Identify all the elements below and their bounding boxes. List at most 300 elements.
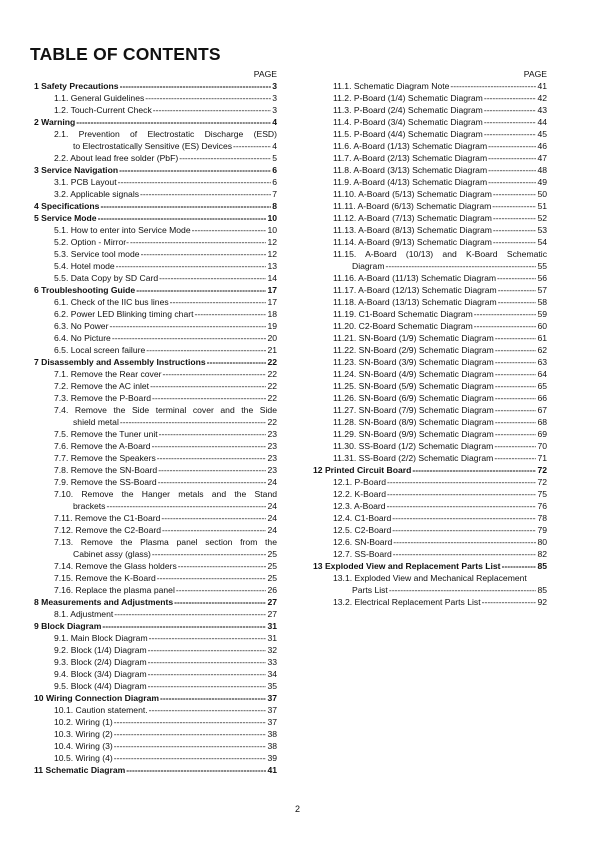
page-column-header: PAGE bbox=[523, 69, 547, 79]
dot-leader bbox=[482, 596, 537, 608]
toc-subsection-entry[interactable] bbox=[34, 728, 277, 740]
page-column-header: PAGE bbox=[253, 69, 277, 79]
toc-entry-page: 26 bbox=[267, 585, 277, 595]
toc-entry-page: 72 bbox=[537, 477, 547, 487]
dot-leader bbox=[502, 560, 537, 572]
toc-entry-page: 8 bbox=[272, 201, 277, 211]
toc-subsection-entry[interactable] bbox=[313, 104, 547, 116]
toc-subsection-entry[interactable] bbox=[34, 740, 277, 752]
dot-leader bbox=[141, 248, 267, 260]
toc-subsection-entry[interactable] bbox=[313, 320, 547, 332]
toc-subsection-entry[interactable] bbox=[34, 368, 277, 380]
dot-leader bbox=[152, 392, 266, 404]
toc-entry-label: 7.1. Remove the Rear cover bbox=[54, 369, 162, 379]
toc-entry-page: 17 bbox=[267, 285, 277, 295]
dot-leader bbox=[493, 212, 537, 224]
dot-leader bbox=[149, 704, 267, 716]
toc-subsection-entry[interactable] bbox=[34, 476, 277, 488]
toc-subsection-entry[interactable] bbox=[313, 488, 547, 500]
toc-section-entry[interactable] bbox=[34, 80, 277, 92]
toc-subsection-entry[interactable] bbox=[34, 188, 277, 200]
toc-entry-label: 12.1. P-Board bbox=[333, 477, 387, 487]
toc-entry-label: 5.5. Data Copy by SD Card bbox=[54, 273, 159, 283]
toc-entry-label: 11.30. SS-Board (1/2) Schematic Diagram bbox=[333, 441, 494, 451]
dot-leader bbox=[192, 224, 267, 236]
toc-entry-page: 19 bbox=[267, 321, 277, 331]
dot-leader bbox=[498, 296, 537, 308]
toc-entry-page: 48 bbox=[537, 165, 547, 175]
toc-entry-page: 55 bbox=[537, 261, 547, 271]
toc-section-entry[interactable] bbox=[34, 212, 277, 224]
toc-subsection-entry[interactable] bbox=[313, 404, 547, 416]
toc-entry-label: 11.29. SN-Board (9/9) Schematic Diagram bbox=[333, 429, 494, 439]
toc-subsection-entry[interactable] bbox=[313, 368, 547, 380]
toc-entry-label: 13.2. Electrical Replacement Parts List bbox=[333, 597, 481, 607]
toc-entry-page: 39 bbox=[267, 753, 277, 763]
toc-entry-page: 13 bbox=[267, 261, 277, 271]
dot-leader bbox=[159, 428, 267, 440]
toc-subsection-entry[interactable] bbox=[34, 704, 277, 716]
toc-entry-label: 5.3. Service tool mode bbox=[54, 249, 140, 259]
dot-leader bbox=[495, 404, 537, 416]
toc-entry-page: 5 bbox=[272, 153, 277, 163]
dot-leader bbox=[474, 308, 537, 320]
dot-leader bbox=[392, 512, 536, 524]
dot-leader bbox=[145, 92, 271, 104]
toc-entry-label: 11.20. C2-Board Schematic Diagram bbox=[333, 321, 473, 331]
toc-section-entry[interactable] bbox=[313, 560, 547, 572]
toc-entry-label: 7.2. Remove the AC inlet bbox=[54, 381, 150, 391]
dot-leader bbox=[484, 116, 537, 128]
toc-subsection-entry[interactable] bbox=[313, 548, 547, 560]
toc-entry-page: 22 bbox=[267, 357, 277, 367]
toc-subsection-entry[interactable] bbox=[313, 416, 547, 428]
toc-subsection-entry[interactable] bbox=[313, 500, 547, 512]
toc-subsection-entry[interactable] bbox=[34, 92, 277, 104]
toc-subsection-entry[interactable] bbox=[313, 284, 547, 296]
toc-entry-label: 10.3. Wiring (2) bbox=[54, 729, 113, 739]
toc-entry-label: 11.26. SN-Board (6/9) Schematic Diagram bbox=[333, 393, 494, 403]
toc-entry-label: 1.1. General Guidelines bbox=[54, 93, 145, 103]
toc-subsection-entry[interactable] bbox=[34, 752, 277, 764]
toc-subsection-entry[interactable] bbox=[313, 176, 547, 188]
toc-entry-page: 31 bbox=[267, 621, 277, 631]
toc-entry-page: 4 bbox=[272, 141, 277, 151]
toc-subsection-entry[interactable] bbox=[34, 152, 277, 164]
toc-section-entry[interactable] bbox=[34, 596, 277, 608]
toc-entry-page: 24 bbox=[267, 477, 277, 487]
dot-leader bbox=[100, 200, 271, 212]
toc-subsection-entry[interactable] bbox=[34, 380, 277, 392]
toc-subsection-entry[interactable] bbox=[313, 332, 547, 344]
toc-subsection-entry[interactable] bbox=[34, 512, 277, 524]
toc-section-entry[interactable] bbox=[34, 620, 277, 632]
dot-leader bbox=[118, 176, 272, 188]
toc-section-entry[interactable] bbox=[34, 356, 277, 368]
toc-entry-label: 9 Block Diagram bbox=[34, 621, 102, 631]
dot-leader bbox=[162, 368, 266, 380]
toc-subsection-entry[interactable] bbox=[313, 272, 547, 284]
toc-entry-page: 14 bbox=[267, 273, 277, 283]
toc-entry-label: 1 Safety Precautions bbox=[34, 81, 119, 91]
toc-subsection-entry[interactable] bbox=[34, 584, 277, 596]
toc-subsection-entry[interactable] bbox=[313, 344, 547, 356]
toc-subsection-entry[interactable] bbox=[34, 668, 277, 680]
dot-leader bbox=[495, 428, 537, 440]
dot-leader bbox=[114, 608, 266, 620]
toc-entry-page: 22 bbox=[267, 381, 277, 391]
toc-section-entry[interactable] bbox=[34, 764, 277, 776]
toc-entry-label: 11.13. A-Board (8/13) Schematic Diagram bbox=[333, 225, 492, 235]
toc-subsection-entry[interactable] bbox=[34, 344, 277, 356]
toc-subsection-entry[interactable] bbox=[313, 308, 547, 320]
toc-entry-label: 11.8. A-Board (3/13) Schematic Diagram bbox=[333, 165, 488, 175]
toc-subsection-entry[interactable] bbox=[34, 128, 277, 140]
toc-entry-label: 11.12. A-Board (7/13) Schematic Diagram bbox=[333, 213, 492, 223]
toc-subsection-entry[interactable] bbox=[313, 584, 547, 596]
toc-subsection-entry[interactable] bbox=[34, 236, 277, 248]
toc-entry-page: 41 bbox=[267, 765, 277, 775]
toc-subsection-entry[interactable] bbox=[313, 296, 547, 308]
toc-subsection-entry[interactable] bbox=[34, 656, 277, 668]
toc-entry-label: 10.4. Wiring (3) bbox=[54, 741, 113, 751]
toc-entry-label: 11 Schematic Diagram bbox=[34, 765, 126, 775]
toc-entry-label: 5 Service Mode bbox=[34, 213, 97, 223]
toc-section-entry[interactable] bbox=[34, 692, 277, 704]
toc-subsection-entry[interactable] bbox=[34, 104, 277, 116]
toc-subsection-entry[interactable] bbox=[313, 116, 547, 128]
toc-entry-page: 67 bbox=[537, 405, 547, 415]
toc-entry-label: 7.7. Remove the Speakers bbox=[54, 453, 156, 463]
dot-leader bbox=[170, 296, 267, 308]
toc-entry-label: 6.3. No Power bbox=[54, 321, 109, 331]
dot-leader bbox=[387, 488, 536, 500]
toc-entry-label: 11.2. P-Board (1/4) Schematic Diagram bbox=[333, 93, 483, 103]
dot-leader bbox=[157, 452, 267, 464]
toc-entry-label: 2.1. Prevention of Electrostatic Discharge (ESD) bbox=[54, 129, 277, 139]
toc-entry-label: 11.28. SN-Board (8/9) Schematic Diagram bbox=[333, 417, 494, 427]
toc-entry-label: 5.2. Option - Mirror- bbox=[54, 237, 129, 247]
dot-leader bbox=[150, 380, 266, 392]
toc-section-entry[interactable] bbox=[34, 284, 277, 296]
toc-subsection-entry[interactable] bbox=[313, 128, 547, 140]
toc-entry-page: 57 bbox=[537, 285, 547, 295]
toc-subsection-entry[interactable] bbox=[313, 188, 547, 200]
toc-subsection-entry[interactable] bbox=[313, 440, 547, 452]
page-number: 2 bbox=[294, 804, 300, 814]
toc-entry-label: 11.4. P-Board (3/4) Schematic Diagram bbox=[333, 117, 483, 127]
dot-leader bbox=[488, 140, 536, 152]
toc-entry-label: 7.5. Remove the Tuner unit bbox=[54, 429, 158, 439]
toc-subsection-entry[interactable] bbox=[34, 404, 277, 416]
toc-subsection-entry[interactable] bbox=[34, 140, 277, 152]
toc-entry-page: 23 bbox=[267, 453, 277, 463]
toc-subsection-entry[interactable] bbox=[34, 500, 277, 512]
dot-leader bbox=[393, 548, 537, 560]
toc-entry-page: 41 bbox=[537, 81, 547, 91]
toc-entry-label: 2.2. About lead free solder (PbF) bbox=[54, 153, 179, 163]
toc-entry-label: 3.1. PCB Layout bbox=[54, 177, 117, 187]
toc-section-entry[interactable] bbox=[34, 164, 277, 176]
toc-subsection-entry[interactable] bbox=[34, 224, 277, 236]
toc-entry-label: 9.5. Block (4/4) Diagram bbox=[54, 681, 147, 691]
dot-leader bbox=[120, 416, 267, 428]
toc-entry-label: 7.4. Remove the Side terminal cover and the Side bbox=[54, 405, 277, 415]
dot-leader bbox=[493, 224, 537, 236]
toc-entry-label: 11.16. A-Board (11/13) Schematic Diagram bbox=[333, 273, 497, 283]
toc-subsection-entry[interactable] bbox=[34, 272, 277, 284]
toc-subsection-entry[interactable] bbox=[313, 452, 547, 464]
toc-subsection-entry[interactable] bbox=[313, 92, 547, 104]
toc-subsection-entry[interactable] bbox=[34, 644, 277, 656]
dot-leader bbox=[119, 164, 271, 176]
dot-leader bbox=[385, 260, 536, 272]
toc-entry-label: 11.19. C1-Board Schematic Diagram bbox=[333, 309, 473, 319]
toc-subsection-entry[interactable] bbox=[34, 428, 277, 440]
toc-entry-page: 37 bbox=[267, 693, 277, 703]
toc-subsection-entry[interactable] bbox=[313, 140, 547, 152]
toc-entry-label: 12.3. A-Board bbox=[333, 501, 386, 511]
toc-entry-label: 13.1. Exploded View and Mechanical Replacement bbox=[333, 573, 527, 583]
toc-entry-page: 50 bbox=[537, 189, 547, 199]
dot-leader bbox=[98, 212, 267, 224]
toc-entry-label: 11.1. Schematic Diagram Note bbox=[333, 81, 450, 91]
toc-entry-label: 11.10. A-Board (5/13) Schematic Diagram bbox=[333, 189, 492, 199]
toc-entry-page: 22 bbox=[267, 369, 277, 379]
dot-leader bbox=[495, 332, 537, 344]
toc-entry-label: 5.4. Hotel mode bbox=[54, 261, 115, 271]
dot-leader bbox=[157, 572, 267, 584]
toc-subsection-entry[interactable] bbox=[313, 524, 547, 536]
toc-entry-label: 7.8. Remove the SN-Board bbox=[54, 465, 158, 475]
dot-leader bbox=[495, 356, 537, 368]
toc-subsection-entry[interactable] bbox=[34, 524, 277, 536]
dot-leader bbox=[153, 104, 271, 116]
toc-section-entry[interactable] bbox=[34, 116, 277, 128]
dot-leader bbox=[76, 116, 271, 128]
toc-entry-label: 2 Warning bbox=[34, 117, 76, 127]
toc-entry-page: 61 bbox=[537, 333, 547, 343]
toc-entry-label: 1.2. Touch-Current Check bbox=[54, 105, 152, 115]
toc-subsection-entry[interactable] bbox=[313, 356, 547, 368]
toc-subsection-entry[interactable] bbox=[34, 416, 277, 428]
toc-entry-page: 27 bbox=[267, 597, 277, 607]
toc-entry-page: 18 bbox=[267, 309, 277, 319]
toc-subsection-entry[interactable] bbox=[313, 152, 547, 164]
toc-subsection-entry[interactable] bbox=[313, 80, 547, 92]
toc-entry-page: 60 bbox=[537, 321, 547, 331]
dot-leader bbox=[495, 380, 537, 392]
toc-entry-label: 5.1. How to enter into Service Mode bbox=[54, 225, 191, 235]
dot-leader bbox=[233, 140, 271, 152]
toc-subsection-entry[interactable] bbox=[34, 440, 277, 452]
toc-entry-page: 23 bbox=[267, 441, 277, 451]
toc-entry-page: 92 bbox=[537, 597, 547, 607]
toc-entry-page: 82 bbox=[537, 549, 547, 559]
dot-leader bbox=[120, 80, 272, 92]
toc-subsection-entry[interactable] bbox=[313, 512, 547, 524]
toc-subsection-entry[interactable] bbox=[313, 260, 547, 272]
toc-entry-label: 6.1. Check of the IIC bus lines bbox=[54, 297, 169, 307]
toc-subsection-entry[interactable] bbox=[313, 224, 547, 236]
toc-right-column bbox=[313, 68, 547, 608]
toc-entry-label: 11.3. P-Board (2/4) Schematic Diagram bbox=[333, 105, 483, 115]
toc-left-column bbox=[34, 68, 277, 776]
toc-entry-page: 12 bbox=[267, 249, 277, 259]
toc-subsection-entry[interactable] bbox=[313, 380, 547, 392]
toc-subsection-entry[interactable] bbox=[34, 452, 277, 464]
toc-entry-page: 75 bbox=[537, 489, 547, 499]
dot-leader bbox=[493, 236, 537, 248]
toc-entry-page: 3 bbox=[272, 105, 277, 115]
toc-entry-page: 52 bbox=[537, 213, 547, 223]
toc-entry-page: 58 bbox=[537, 297, 547, 307]
toc-entry-page: 62 bbox=[537, 345, 547, 355]
toc-entry-page: 33 bbox=[267, 657, 277, 667]
dot-leader bbox=[484, 92, 537, 104]
dot-leader bbox=[492, 200, 536, 212]
dot-leader bbox=[194, 308, 266, 320]
toc-subsection-entry[interactable] bbox=[313, 596, 547, 608]
toc-entry-page: 7 bbox=[272, 189, 277, 199]
toc-subsection-entry[interactable] bbox=[34, 548, 277, 560]
toc-entry-page: 3 bbox=[272, 93, 277, 103]
toc-subsection-entry[interactable] bbox=[313, 428, 547, 440]
toc-entry-label: to Electrostatically Sensitive (ES) Devices bbox=[73, 141, 233, 151]
toc-entry-page: 6 bbox=[272, 165, 277, 175]
toc-entry-page: 53 bbox=[537, 225, 547, 235]
dot-leader bbox=[392, 524, 536, 536]
dot-leader bbox=[412, 464, 536, 476]
toc-subsection-entry[interactable] bbox=[313, 236, 547, 248]
toc-entry-page: 63 bbox=[537, 357, 547, 367]
toc-subsection-entry[interactable] bbox=[34, 248, 277, 260]
toc-subsection-entry[interactable] bbox=[313, 200, 547, 212]
toc-entry-label: brackets bbox=[73, 501, 106, 511]
toc-entry-label: 3 Service Navigation bbox=[34, 165, 119, 175]
toc-subsection-entry[interactable] bbox=[313, 392, 547, 404]
dot-leader bbox=[114, 716, 267, 728]
toc-subsection-entry[interactable] bbox=[34, 296, 277, 308]
toc-entry-page: 54 bbox=[537, 237, 547, 247]
toc-subsection-entry[interactable] bbox=[313, 536, 547, 548]
toc-subsection-entry[interactable] bbox=[313, 164, 547, 176]
dot-leader bbox=[174, 596, 266, 608]
dot-leader bbox=[114, 740, 267, 752]
toc-subsection-entry[interactable] bbox=[34, 308, 277, 320]
toc-entry-page: 66 bbox=[537, 393, 547, 403]
toc-entry-label: 9.1. Main Block Diagram bbox=[54, 633, 148, 643]
toc-entry-label: 11.11. A-Board (6/13) Schematic Diagram bbox=[333, 201, 492, 211]
toc-subsection-entry[interactable] bbox=[34, 632, 277, 644]
dot-leader bbox=[160, 692, 266, 704]
toc-entry-page: 85 bbox=[537, 585, 547, 595]
dot-leader bbox=[178, 560, 267, 572]
toc-entry-page: 25 bbox=[267, 561, 277, 571]
dot-leader bbox=[152, 548, 267, 560]
toc-subsection-entry[interactable] bbox=[34, 332, 277, 344]
dot-leader bbox=[484, 104, 537, 116]
dot-leader bbox=[148, 656, 267, 668]
toc-subsection-entry[interactable] bbox=[313, 212, 547, 224]
toc-entry-page: 44 bbox=[537, 117, 547, 127]
dot-leader bbox=[148, 668, 267, 680]
toc-subsection-entry[interactable] bbox=[313, 476, 547, 488]
toc-entry-label: 7.9. Remove the SS-Board bbox=[54, 477, 157, 487]
toc-entry-label: 11.24. SN-Board (4/9) Schematic Diagram bbox=[333, 369, 494, 379]
toc-subsection-entry[interactable] bbox=[34, 572, 277, 584]
dot-leader bbox=[102, 620, 266, 632]
dot-leader bbox=[179, 152, 271, 164]
dot-leader bbox=[389, 584, 537, 596]
toc-entry-page: 76 bbox=[537, 501, 547, 511]
toc-entry-page: 43 bbox=[537, 105, 547, 115]
toc-entry-label: 7.13. Remove the Plasma panel section from the bbox=[54, 537, 277, 547]
toc-entry-page: 10 bbox=[267, 225, 277, 235]
toc-subsection-entry[interactable] bbox=[34, 680, 277, 692]
toc-entry-label: 11.9. A-Board (4/13) Schematic Diagram bbox=[333, 177, 488, 187]
dot-leader bbox=[149, 632, 267, 644]
dot-leader bbox=[140, 188, 271, 200]
toc-entry-page: 22 bbox=[267, 393, 277, 403]
dot-leader bbox=[152, 440, 267, 452]
dot-leader bbox=[495, 344, 537, 356]
toc-entry-label: Cabinet assy (glass) bbox=[73, 549, 151, 559]
toc-entry-page: 78 bbox=[537, 513, 547, 523]
toc-subsection-entry[interactable] bbox=[34, 608, 277, 620]
toc-subsection-entry[interactable] bbox=[313, 248, 547, 260]
toc-entry-label: 12.6. SN-Board bbox=[333, 537, 393, 547]
toc-entry-label: 6.2. Power LED Blinking timing chart bbox=[54, 309, 194, 319]
toc-entry-page: 49 bbox=[537, 177, 547, 187]
toc-subsection-entry[interactable] bbox=[313, 572, 547, 584]
toc-subsection-entry[interactable] bbox=[34, 392, 277, 404]
toc-entry-page: 51 bbox=[537, 201, 547, 211]
toc-subsection-entry[interactable] bbox=[34, 536, 277, 548]
toc-subsection-entry[interactable] bbox=[34, 488, 277, 500]
toc-section-entry[interactable] bbox=[313, 464, 547, 476]
toc-entry-label: 9.3. Block (2/4) Diagram bbox=[54, 657, 147, 667]
toc-entry-page: 25 bbox=[267, 549, 277, 559]
toc-entry-page: 59 bbox=[537, 309, 547, 319]
toc-entry-label: 11.6. A-Board (1/13) Schematic Diagram bbox=[333, 141, 488, 151]
toc-subsection-entry[interactable] bbox=[34, 464, 277, 476]
toc-entry-label: 12 Printed Circuit Board bbox=[313, 465, 412, 475]
toc-entry-page: 10 bbox=[267, 213, 277, 223]
toc-section-entry[interactable] bbox=[34, 200, 277, 212]
toc-subsection-entry[interactable] bbox=[34, 320, 277, 332]
toc-entry-label: 11.21. SN-Board (1/9) Schematic Diagram bbox=[333, 333, 494, 343]
toc-subsection-entry[interactable] bbox=[34, 260, 277, 272]
toc-entry-page: 31 bbox=[267, 633, 277, 643]
toc-entry-label: 7.11. Remove the C1-Board bbox=[54, 513, 161, 523]
toc-entry-page: 64 bbox=[537, 369, 547, 379]
toc-entry-page: 22 bbox=[267, 417, 277, 427]
toc-entry-label: 11.27. SN-Board (7/9) Schematic Diagram bbox=[333, 405, 494, 415]
toc-subsection-entry[interactable] bbox=[34, 176, 277, 188]
toc-subsection-entry[interactable] bbox=[34, 716, 277, 728]
toc-subsection-entry[interactable] bbox=[34, 560, 277, 572]
toc-entry-label: 11.31. SS-Board (2/2) Schematic Diagram bbox=[333, 453, 494, 463]
toc-entry-label: 11.17. A-Board (12/13) Schematic Diagram bbox=[333, 285, 497, 295]
toc-entry-page: 80 bbox=[537, 537, 547, 547]
toc-entry-page: 79 bbox=[537, 525, 547, 535]
toc-entry-label: 11.7. A-Board (2/13) Schematic Diagram bbox=[333, 153, 488, 163]
dot-leader bbox=[158, 464, 266, 476]
toc-entry-label: 6.4. No Picture bbox=[54, 333, 111, 343]
toc-entry-label: 11.15. A-Board (10/13) and K-Board Schematic bbox=[333, 249, 547, 259]
toc-entry-page: 65 bbox=[537, 381, 547, 391]
